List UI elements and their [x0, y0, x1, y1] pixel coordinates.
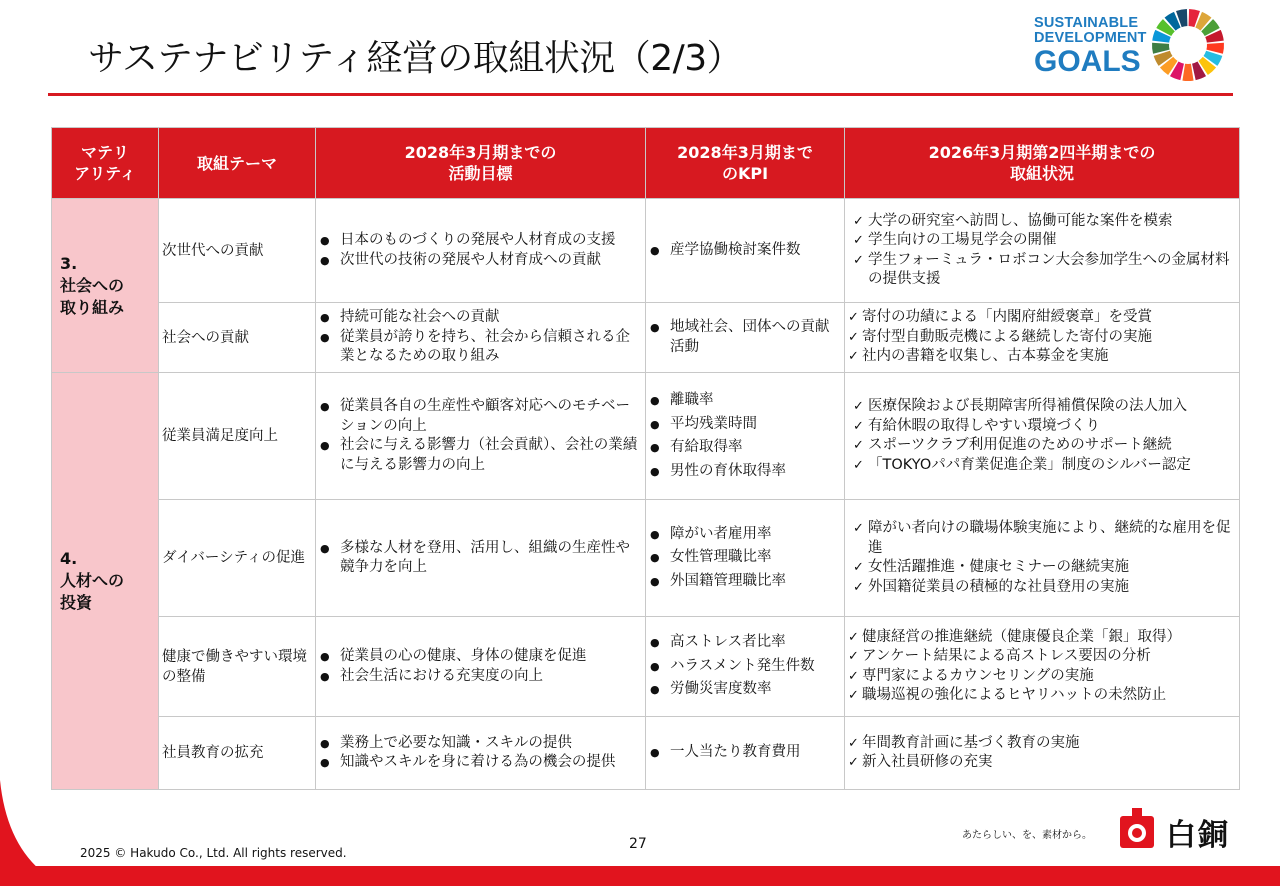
table-header-row — [52, 128, 1240, 199]
hakudo-logo-icon — [1118, 806, 1162, 850]
kpi-list — [648, 525, 840, 592]
sdg-line1: SUSTAINABLE — [1034, 15, 1139, 31]
theme-cell: 従業員満足度向上 — [159, 373, 316, 500]
list-item: ● 社会生活における充実度の向上 — [318, 667, 641, 687]
list-item: ✓ 障がい者向けの職場体験実施により、継続的な雇用を促進 — [847, 519, 1235, 558]
goals-list — [318, 397, 641, 475]
list-item: ✓ 「TOKYOパパ育業促進企業」制度のシルバー認定 — [847, 456, 1235, 476]
theme-cell: 社員教育の拡充 — [159, 717, 316, 790]
list-item: ✓ 寄付の功績による「内閣府紺綬褒章」を受賞 — [847, 308, 1235, 328]
status-cell — [845, 500, 1240, 617]
list-item: ● 知識やスキルを身に着ける為の機会の提供 — [318, 753, 641, 773]
list-item: ● 業務上で必要な知識・スキルの提供 — [318, 734, 641, 754]
materiality-table — [51, 127, 1240, 790]
list-item: ● 障がい者雇用率 — [648, 525, 840, 545]
header-goals: 2028年3月期までの 活動目標 — [316, 128, 646, 199]
goals-cell — [316, 199, 646, 303]
table-row — [52, 717, 1240, 790]
list-item: ● 持続可能な社会への貢献 — [318, 308, 641, 328]
header-status: 2026年3月期第2四半期までの 取組状況 — [845, 128, 1240, 199]
sdg-logo-text — [1034, 16, 1147, 78]
kpi-cell — [646, 717, 845, 790]
company-logo — [1118, 806, 1248, 852]
list-item: ● 従業員が誇りを持ち、社会から信頼される企業となるための取り組み — [318, 328, 641, 367]
status-list — [847, 212, 1235, 290]
status-cell — [845, 373, 1240, 500]
list-item: ● ハラスメント発生件数 — [648, 657, 840, 677]
copyright-text: 2025 © Hakudo Co., Ltd. All rights reserved. — [80, 846, 347, 860]
list-item: ● 従業員各自の生産性や顧客対応へのモチベーションの向上 — [318, 397, 641, 436]
status-list — [847, 734, 1235, 773]
goals-list — [318, 734, 641, 773]
list-item: ✓ 社内の書籍を収集し、古本募金を実施 — [847, 347, 1235, 367]
list-item: ✓ 職場巡視の強化によるヒヤリハットの未然防止 — [847, 686, 1235, 706]
kpi-cell — [646, 617, 845, 717]
status-cell — [845, 617, 1240, 717]
kpi-list — [648, 318, 840, 357]
goals-cell — [316, 717, 646, 790]
list-item: ● 多様な人材を登用、活用し、組織の生産性や競争力を向上 — [318, 539, 641, 578]
sdg-logo — [1034, 8, 1224, 84]
list-item: ● 有給取得率 — [648, 438, 840, 458]
sdg-line2: DEVELOPMENT — [1034, 30, 1147, 46]
list-item: ✓ 大学の研究室へ訪問し、協働可能な案件を模索 — [847, 212, 1235, 232]
kpi-cell — [646, 500, 845, 617]
status-cell — [845, 717, 1240, 790]
table-row — [52, 500, 1240, 617]
list-item: ● 次世代の技術の発展や人材育成への貢献 — [318, 251, 641, 271]
list-item: ● 一人当たり教育費用 — [648, 743, 840, 763]
list-item: ✓ 健康経営の推進継続（健康優良企業「銀」取得） — [847, 628, 1235, 648]
goals-list — [318, 231, 641, 270]
list-item: ● 地域社会、団体への貢献活動 — [648, 318, 840, 357]
company-tagline: あたらしい、を、素材から。 — [962, 830, 1092, 841]
list-item: ✓ 外国籍従業員の積極的な社員登用の実施 — [847, 578, 1235, 598]
materiality-cell: 3. 社会への 取り組み — [52, 199, 159, 373]
list-item: ● 女性管理職比率 — [648, 548, 840, 568]
goals-list — [318, 539, 641, 578]
page-title: サステナビリティ経営の取組状況（2/3） — [88, 38, 743, 79]
theme-cell: ダイバーシティの促進 — [159, 500, 316, 617]
list-item: ✓ 専門家によるカウンセリングの実施 — [847, 667, 1235, 687]
table-row — [52, 303, 1240, 373]
list-item: ● 労働災害度数率 — [648, 680, 840, 700]
kpi-cell — [646, 303, 845, 373]
list-item: ● 外国籍管理職比率 — [648, 572, 840, 592]
kpi-list — [648, 743, 840, 763]
theme-cell: 健康で働きやすい環境の整備 — [159, 617, 316, 717]
theme-cell: 社会への貢献 — [159, 303, 316, 373]
list-item: ● 高ストレス者比率 — [648, 633, 840, 653]
page-number: 27 — [629, 836, 647, 852]
goals-list — [318, 308, 641, 367]
list-item: ✓ 医療保険および長期障害所得補償保険の法人加入 — [847, 397, 1235, 417]
kpi-list — [648, 633, 840, 700]
kpi-list — [648, 241, 840, 261]
list-item: ● 社会に与える影響力（社会貢献）、会社の業績に与える影響力の向上 — [318, 436, 641, 475]
list-item: ● 離職率 — [648, 391, 840, 411]
list-item: ✓ アンケート結果による高ストレス要因の分析 — [847, 647, 1235, 667]
status-cell — [845, 199, 1240, 303]
status-list — [847, 397, 1235, 475]
goals-cell — [316, 303, 646, 373]
corner-decoration — [0, 780, 40, 870]
list-item: ✓ 学生向けの工場見学会の開催 — [847, 231, 1235, 251]
table-row — [52, 617, 1240, 717]
list-item: ✓ 寄付型自動販売機による継続した寄付の実施 — [847, 328, 1235, 348]
materiality-cell: 4. 人材への 投資 — [52, 373, 159, 790]
sdg-line3: GOALS — [1034, 45, 1141, 78]
list-item: ✓ 有給休暇の取得しやすい環境づくり — [847, 417, 1235, 437]
header-theme: 取組テーマ — [159, 128, 316, 199]
goals-cell — [316, 373, 646, 500]
list-item: ✓ スポーツクラブ利用促進のためのサポート継続 — [847, 436, 1235, 456]
sdg-wheel-segment — [1182, 64, 1193, 81]
list-item: ✓ 年間教育計画に基づく教育の実施 — [847, 734, 1235, 754]
goals-cell — [316, 617, 646, 717]
kpi-cell — [646, 199, 845, 303]
status-cell — [845, 303, 1240, 373]
theme-cell: 次世代への貢献 — [159, 199, 316, 303]
status-list — [847, 519, 1235, 597]
table-row — [52, 199, 1240, 303]
list-item: ● 日本のものづくりの発展や人材育成の支援 — [318, 231, 641, 251]
footer-bar — [0, 866, 1280, 886]
header-kpi: 2028年3月期まで のKPI — [646, 128, 845, 199]
status-list — [847, 628, 1235, 706]
header-materiality: マテリ アリティ — [52, 128, 159, 199]
status-list — [847, 308, 1235, 367]
goals-list — [318, 647, 641, 686]
sdg-wheel-icon — [1151, 8, 1225, 82]
table-row — [52, 373, 1240, 500]
title-divider — [48, 93, 1233, 96]
goals-cell — [316, 500, 646, 617]
list-item: ✓ 新入社員研修の充実 — [847, 753, 1235, 773]
list-item: ● 平均残業時間 — [648, 415, 840, 435]
list-item: ● 産学協働検討案件数 — [648, 241, 840, 261]
kpi-list — [648, 391, 840, 481]
kpi-cell — [646, 373, 845, 500]
list-item: ✓ 女性活躍推進・健康セミナーの継続実施 — [847, 558, 1235, 578]
list-item: ✓ 学生フォーミュラ・ロボコン大会参加学生への金属材料の提供支援 — [847, 251, 1235, 290]
list-item: ● 従業員の心の健康、身体の健康を促進 — [318, 647, 641, 667]
logo-text: 白銅 — [1166, 818, 1230, 853]
list-item: ● 男性の育休取得率 — [648, 462, 840, 482]
